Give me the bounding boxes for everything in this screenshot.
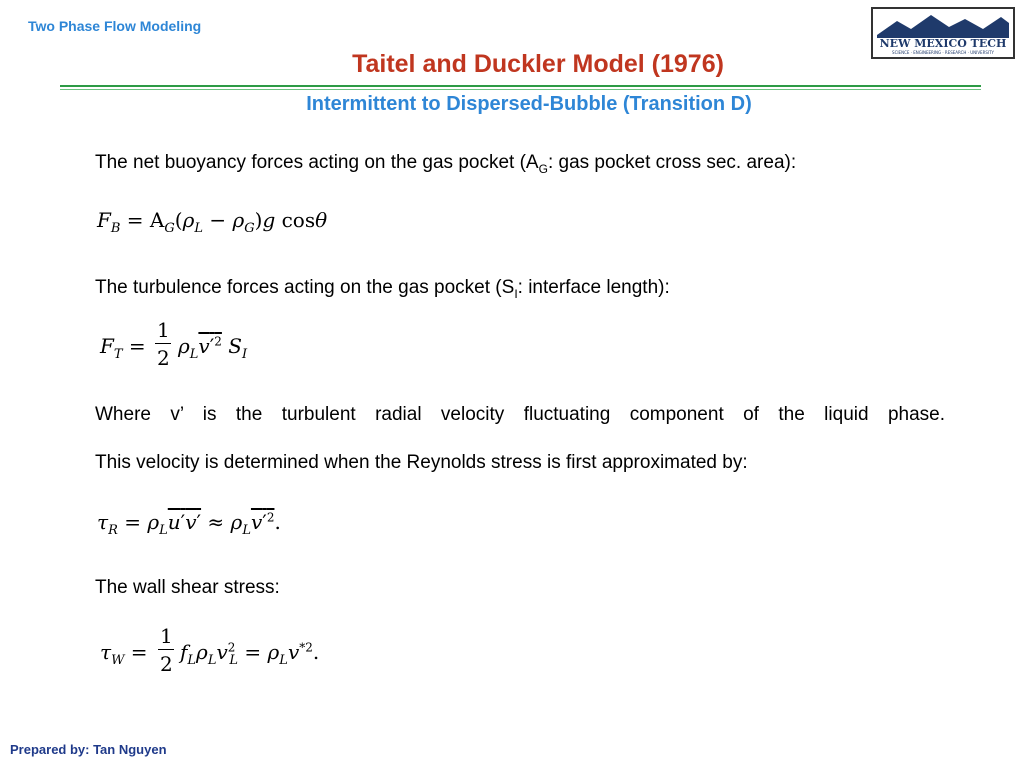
turbulence-text: The turbulence forces acting on the gas pocket ($S_I$: interface length):	[95, 277, 670, 301]
prepared-by: Prepared by: Tan Nguyen	[10, 742, 167, 757]
title-divider-secondary	[60, 89, 981, 90]
course-title: Two Phase Flow Modeling	[28, 18, 202, 34]
buoyancy-text: The net buoyancy forces acting on the gas pocket ($A_G$: gas pocket cross sec. area):	[95, 152, 797, 176]
title-divider	[60, 85, 981, 87]
mountain-icon	[877, 15, 1009, 35]
slide-subtitle: Intermittent to Dispersed-Bubble (Transition D)	[306, 93, 752, 115]
reynolds-stress-equation: $\tau_R = \rho_Lu'v' \approx \rho_Lv'^2$.	[97, 510, 281, 538]
slide-title: Taitel and Duckler Model (1976)	[352, 50, 724, 78]
buoyancy-equation: $F_B = A_G(\rho_L - \rho_G)g$ cosθ	[97, 208, 328, 236]
wall-shear-text: The wall shear stress:	[95, 577, 280, 598]
velocity-text-line1: Where v’ is the turbulent radial velocity fluctuating component of the liquid phase.	[95, 404, 945, 425]
logo-text: NEW MEXICO TECH	[879, 37, 1007, 50]
logo-tagline: SCIENCE · ENGINEERING · RESEARCH · UNIVERSITY	[892, 50, 994, 55]
wall-shear-equation: $\tau_W$ = 1 2 $f_L\rho_Lv^2_L = \rho_Lv^{*2}$.	[100, 624, 320, 676]
velocity-text-line2: This velocity is determined when the Reynolds stress is first approximated by:	[95, 452, 748, 473]
turbulence-equation: $F_T$ = 1 2 $\rho_Lv'^2$ $S_I$	[100, 318, 248, 370]
